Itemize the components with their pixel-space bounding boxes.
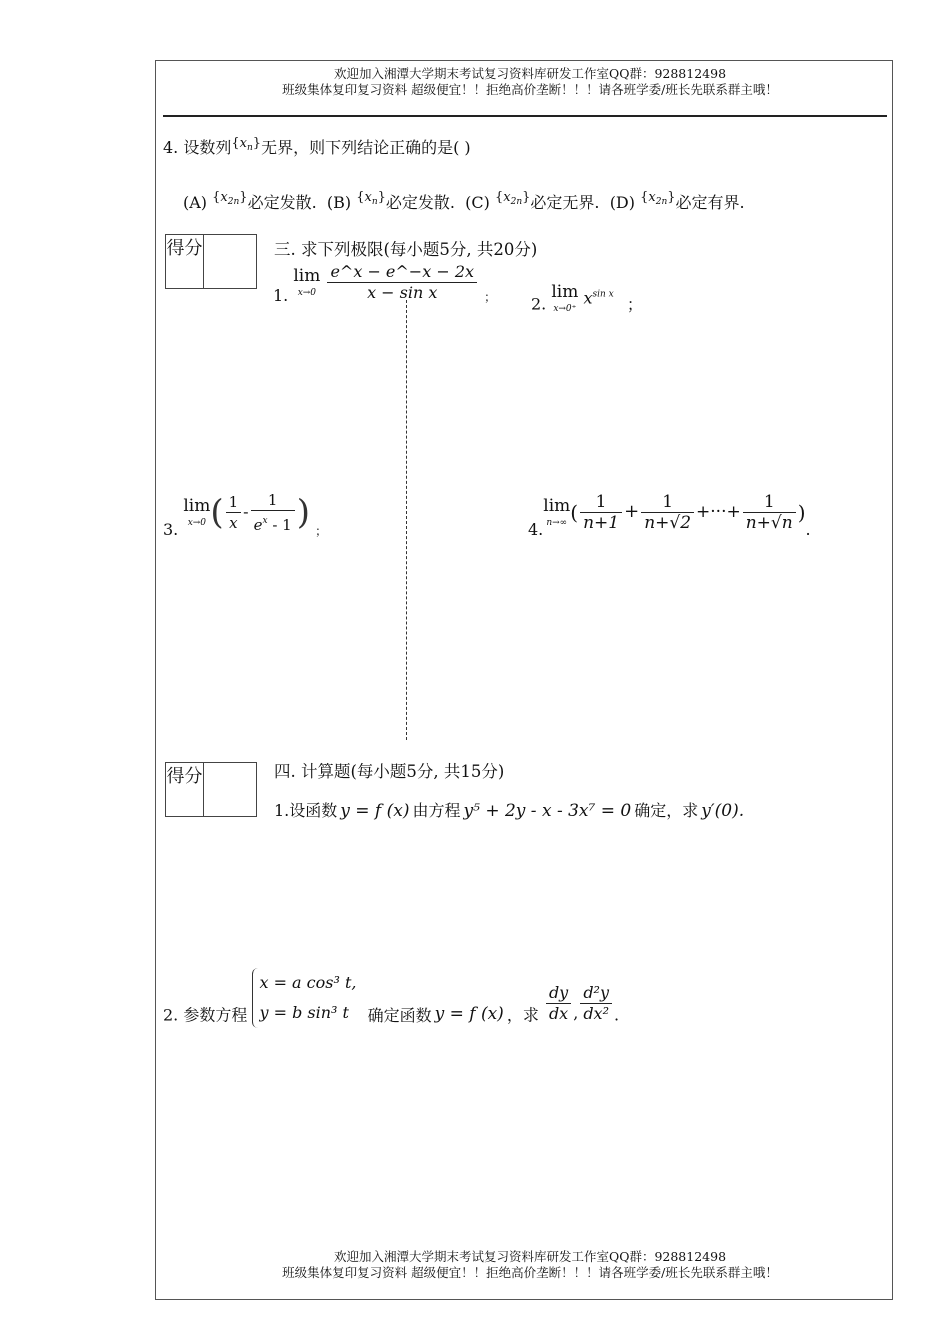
question-4-options [183,190,745,213]
lim-word: lim [293,265,321,286]
seq-var: x [239,136,247,151]
calc-1-mid: 由方程 [412,801,461,820]
deriv-1-denominator: dx [548,1003,569,1023]
option-d-sub: 2n [655,197,668,207]
option-d-text: 必定有界. [675,193,745,212]
option-c-text: 必定无界. [530,193,600,212]
calc-2-pre: 2. 参数方程 [163,1005,248,1025]
footer-line-1: 欢迎加入湘潭大学期末考试复习资料库研发工作室QQ群：928812498 [333,1249,727,1264]
header-line-2: 班级集体复印复习资料 超级便宜！！拒绝高价垄断！！！请各班学委/班长先联系群主哦！ [282,82,778,97]
deriv-1-numerator: dy [546,983,571,1004]
option-a-label: (A) [183,193,208,212]
option-a-text: 必定发散. [247,193,317,212]
lim-word: lim [183,495,211,516]
question-4-sequence: {xn} [231,136,262,153]
lim-under: x→0⁺ [553,304,577,314]
option-a-sub: 2n [227,197,240,207]
option-b: (B) $^{\{x_n\}}$必定发散. [326,190,455,212]
option-d-label: (D) [609,193,635,212]
footer-line-2: 班级集体复印复习资料 超级便宜！！拒绝高价垄断！！！请各班学委/班长先联系群主哦！ [282,1265,778,1280]
deriv-2-denominator: dx² [583,1003,609,1023]
frac-2-base: e [253,516,263,534]
lim-under: x→0 [187,517,207,528]
seq-sub: n [246,143,253,153]
problem-3-end: ； [315,524,328,538]
option-b-text: 必定发散. [385,193,455,212]
calc-2-comma: ，求 [506,1005,539,1025]
header-line-1: 欢迎加入湘潭大学期末考试复习资料库研发工作室QQ群：928812498 [333,66,727,81]
calc-2-func: y = f (x) [434,1003,504,1024]
plus-sign: + [624,501,640,522]
term-2-denominator: n+√2 [644,513,692,533]
lim-word: lim [551,282,579,302]
frac-2-tail: - 1 [272,516,292,534]
score-box-section-4 [165,762,257,817]
option-c-label: (C) [465,193,490,212]
problem-4-number: 4. [528,520,544,539]
problem-3-number: 3. [163,520,179,539]
base-expr: x [583,288,593,308]
calc-2-mid: 确定函数 [367,1005,432,1025]
calc-1-answer-target: y′(0). [701,801,745,821]
problem-1-end: ； [484,290,497,304]
fraction-numerator: e^x − e^−x − 2x [327,262,477,283]
param-line-1: x = a cos³ t, [259,973,357,992]
problem-1-number: 1. [273,286,289,305]
lim-under: n→∞ [546,517,568,528]
header-divider [163,115,887,117]
calc-1-post: 确定，求 [634,801,699,820]
question-4-prefix: 4. 设数列 [163,138,232,157]
deriv-2-numerator: d²y [580,983,612,1004]
section-4-title: 四. 计算题(每小题5分, 共15分) [274,762,505,781]
limit-problem-1 [273,262,496,305]
question-4 [163,135,471,158]
problem-4-end: . [805,520,811,539]
option-c: (C) $^{\{x_{2n}\}}$必定无界. [465,190,600,212]
option-a: (A) $^{\{x_{2n}\}}$必定发散. [183,190,317,212]
frac-1-denominator: x [229,514,238,532]
score-label: 得分 [166,763,204,816]
option-b-label: (B) [326,193,352,212]
ellipsis: +···+ [696,502,741,522]
frac-2-numerator: 1 [251,490,295,511]
section-3-title: 三. 求下列极限(每小题5分, 共20分) [274,240,538,259]
lim-under: x→0 [297,287,317,298]
problem-2-number: 2. [531,294,547,314]
frac-1-numerator: 1 [226,492,242,513]
problem-2-end: ； [626,294,643,314]
frac-2-exp: x [262,516,268,526]
calc-problem-2: 2. 参数方程 x = a cos³ t, y = b sin³ t 确定函数 y = f (x) ，求 $\frac{dy}{dx}$ , $\frac{\text{d²y}}{\text{dx²}}$ . [163,968,619,1028]
exponent: sin x [592,289,614,300]
score-box-section-3 [165,234,257,289]
limit-problem-2 [531,282,643,316]
calc-2-end: . [614,1005,620,1025]
parametric-system [252,968,356,1028]
limit-problem-3: 3. lim x→0 ( $\frac{1}{x}$ - $\frac{1}{e^x - 1}$ ) $_;$ [163,491,328,539]
term-3-denominator: n+√n [745,513,793,533]
score-label: 得分 [166,235,204,288]
calc-1-equation: y⁵ + 2y - x - 3x⁷ = 0 [463,801,632,821]
option-d: (D) $^{\{x_{2n}\}}$必定有界. [609,190,745,212]
minus-sign: - [243,502,249,521]
param-line-2: y = b sin³ t [259,1003,349,1022]
seal-line [406,300,407,740]
lim-word: lim [543,495,571,516]
option-c-sub: 2n [510,197,523,207]
calc-1-pre: 1.设函数 [274,801,338,820]
question-4-suffix: 无界，则下列结论正确的是( ) [261,138,471,157]
fraction-denominator: x − sin x [367,283,438,302]
term-1-denominator: n+1 [583,513,620,533]
option-b-sub: n [371,197,378,207]
calc-problem-1 [274,798,744,821]
calc-1-func: y = f (x) [340,801,410,821]
limit-problem-4: 4. lim n→∞ ( $\frac{1}{n+1}$ + $\frac{1}{n+√2}$ +···+ $\frac{1}{n+√n}$ ). [528,492,811,539]
